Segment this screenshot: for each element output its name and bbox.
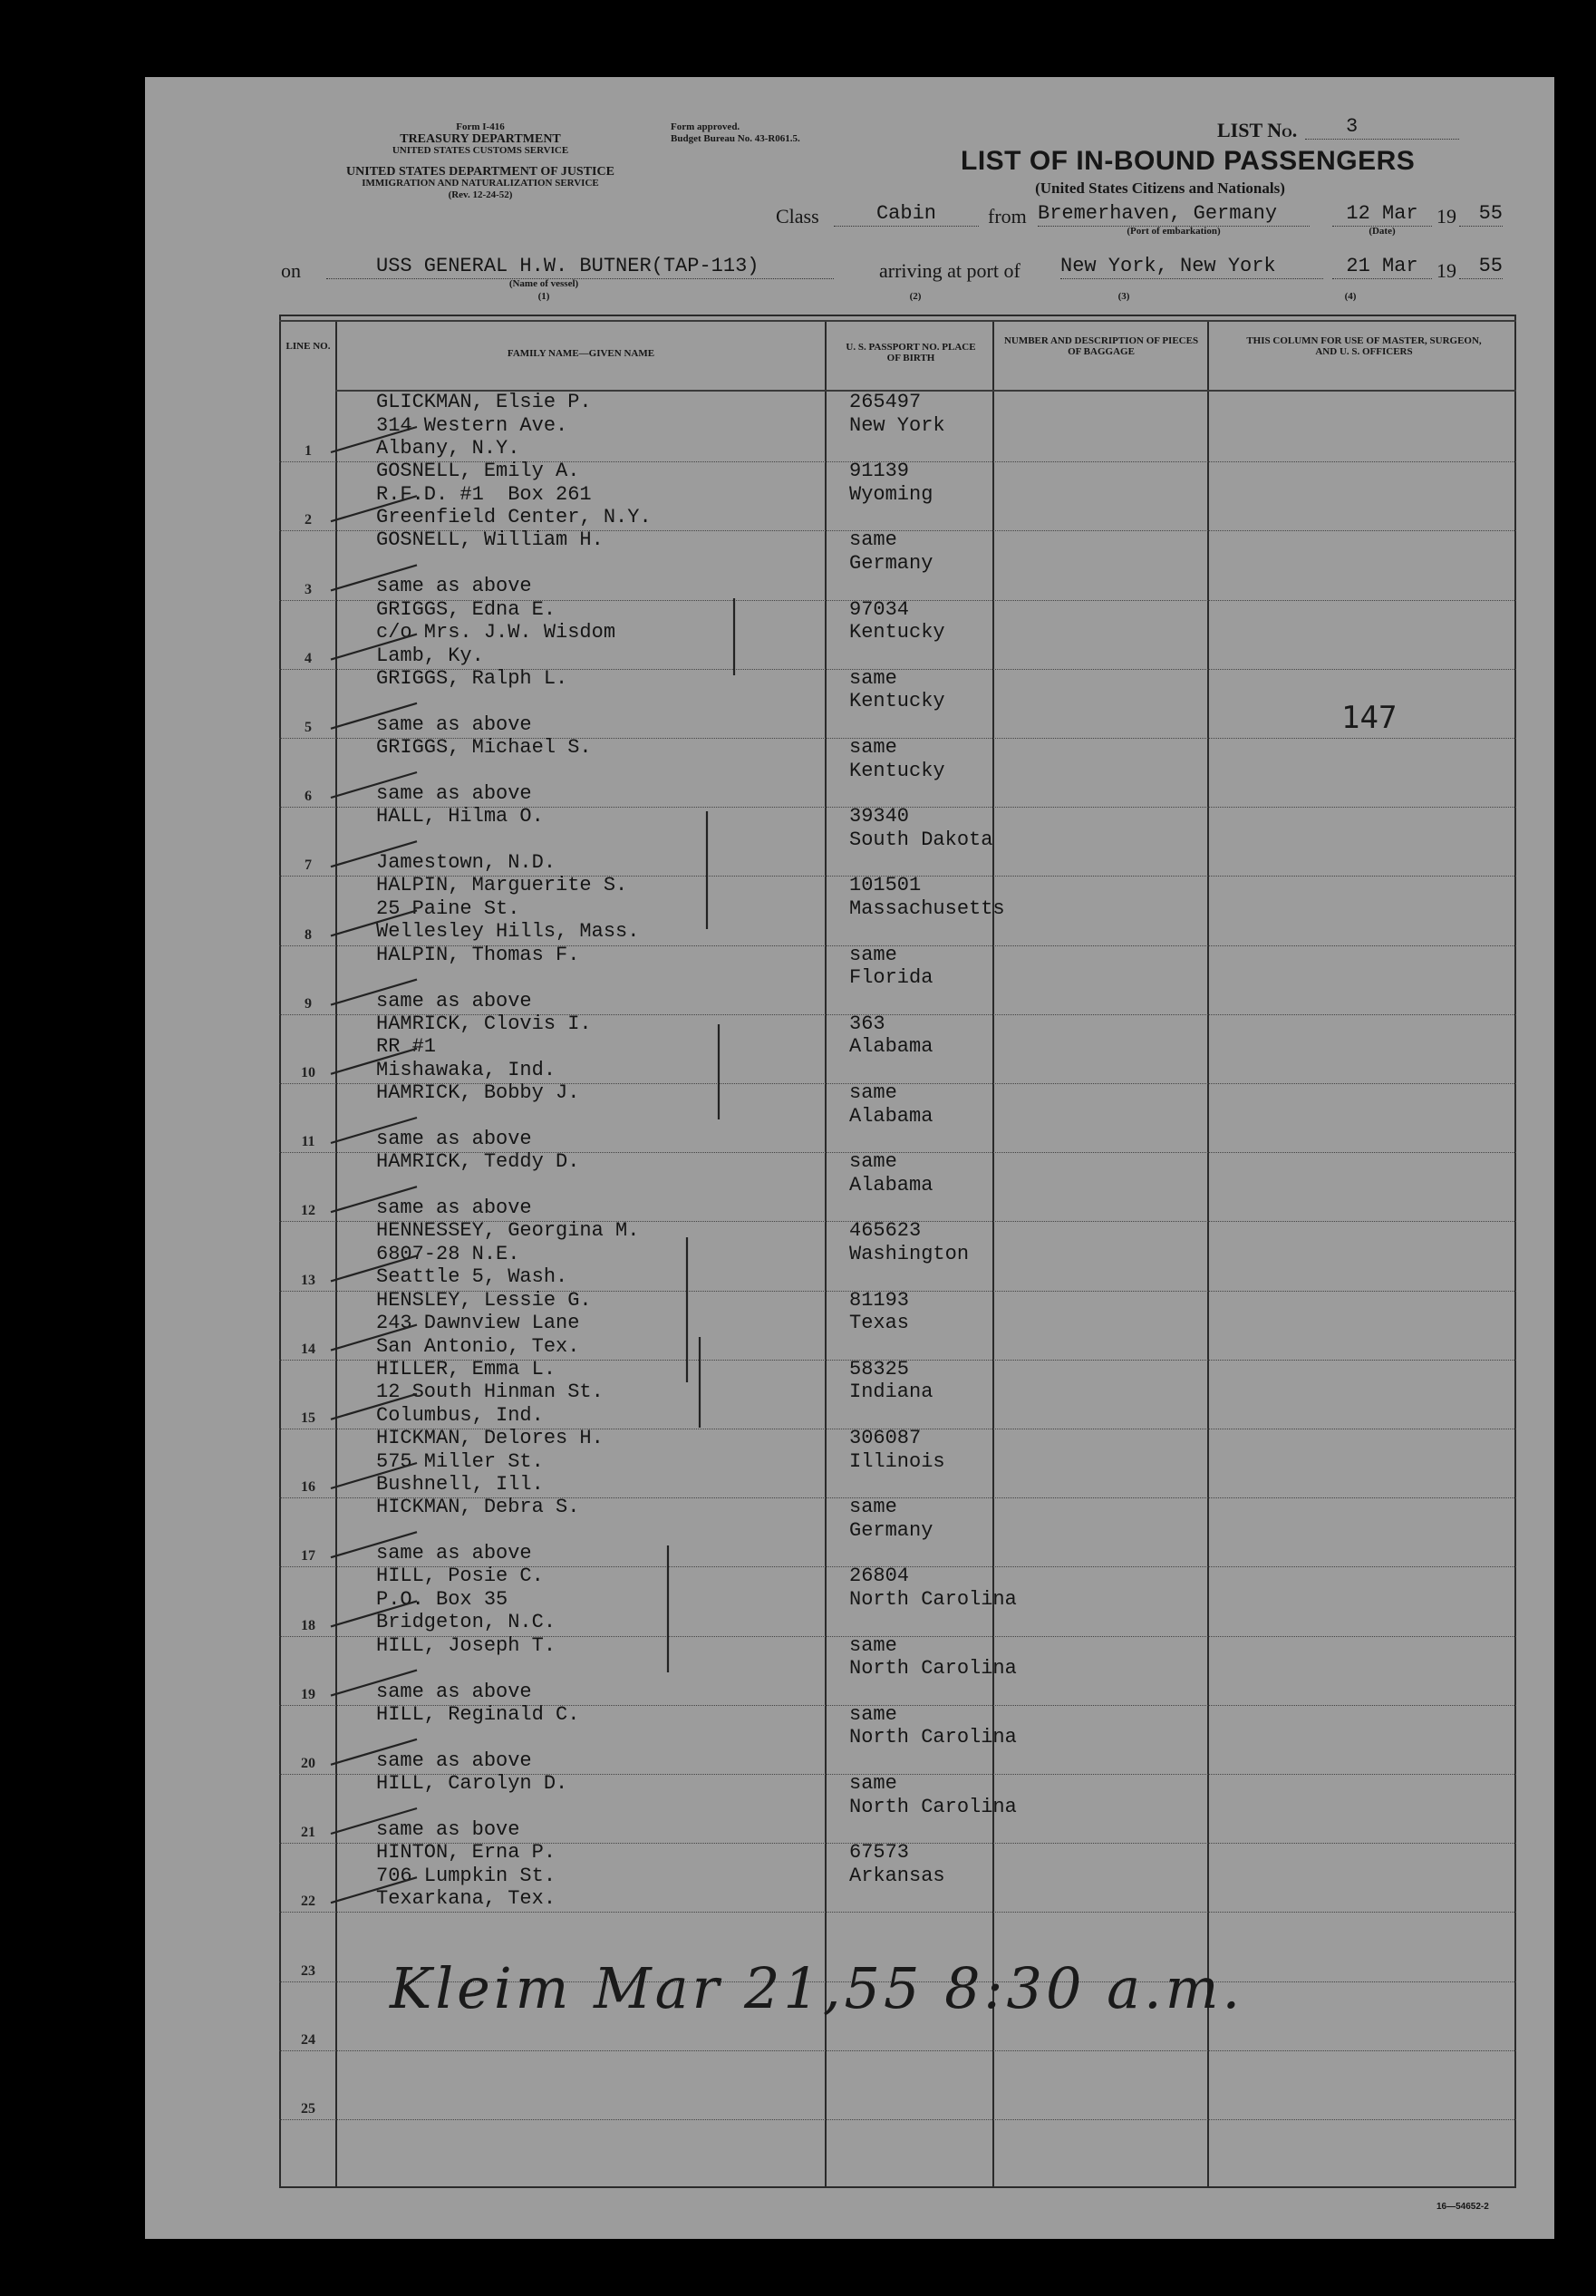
passenger-name-address: GLICKMAN, Elsie P. 314 Western Ave. Albany, N.Y. <box>376 391 592 460</box>
vessel-caption: (Name of vessel) <box>508 278 579 289</box>
passport-birthplace: same Florida <box>849 943 933 990</box>
passport-birthplace: 39340 South Dakota <box>849 805 993 851</box>
line-number: 13 <box>301 1272 315 1288</box>
line-number: 12 <box>301 1203 315 1219</box>
line-number: 11 <box>301 1134 315 1150</box>
line-number: 20 <box>301 1756 315 1771</box>
passport-birthplace: same North Carolina <box>849 1702 1017 1749</box>
passport-birthplace: 67573 Arkansas <box>849 1841 945 1887</box>
budget-bureau: Budget Bureau No. 43-R061.5. <box>671 133 800 144</box>
passport-birthplace: 81193 Texas <box>849 1288 910 1335</box>
date-caption: (Date) <box>1369 226 1396 237</box>
header-passport: U. S. PASSPORT NO. PLACE OF BIRTH <box>846 342 976 364</box>
passport-birthplace: 91139 Wyoming <box>849 460 933 506</box>
passenger-name-address: HILL, Posie C. P.O. Box 35 Bridgeton, N.C. <box>376 1565 556 1634</box>
line-number: 22 <box>301 1894 315 1910</box>
passport-birthplace: 97034 Kentucky <box>849 597 945 644</box>
passenger-name-address: GRIGGS, Edna E. c/o Mrs. J.W. Wisdom Lamb, Ky. <box>376 597 616 667</box>
passport-birthplace: same North Carolina <box>849 1633 1017 1681</box>
passenger-name-address: HALPIN, Thomas F. same as above <box>376 943 580 1012</box>
passenger-name-address: HILL, Joseph T. same as above <box>376 1633 556 1703</box>
passport-birthplace: 306087 Illinois <box>849 1427 945 1473</box>
passenger-name-address: HENSLEY, Lessie G. 243 Dawnview Lane San Antonio, Tex. <box>376 1288 592 1358</box>
passenger-name-address: HICKMAN, Debra S. same as above <box>376 1496 580 1565</box>
passport-birthplace: same Alabama <box>849 1150 933 1196</box>
line-number: 3 <box>305 581 312 597</box>
arrival-date: 21 Mar <box>1332 257 1432 279</box>
header-officers: THIS COLUMN FOR USE OF MASTER, SURGEON, AND U. S. OFFICERS <box>1246 335 1482 358</box>
header-family-name: FAMILY NAME—GIVEN NAME <box>507 348 655 359</box>
passenger-name-address: HALL, Hilma O. Jamestown, N.D. <box>376 805 556 875</box>
passport-birthplace: 101501 Massachusetts <box>849 874 1005 920</box>
customs-service: UNITED STATES CUSTOMS SERVICE <box>392 145 569 156</box>
passenger-name-address: HICKMAN, Delores H. 575 Miller St. Bushnell, Ill. <box>376 1427 604 1496</box>
department-of-justice: UNITED STATES DEPARTMENT OF JUSTICE <box>346 165 614 179</box>
passport-birthplace: same Kentucky <box>849 666 945 713</box>
embarkation-year: 55 <box>1459 204 1503 227</box>
manifest-page <box>145 77 1554 2239</box>
passenger-name-address: HAMRICK, Bobby J. same as above <box>376 1081 580 1150</box>
officer-count-note: 147 <box>1341 700 1398 736</box>
line-number: 21 <box>301 1825 315 1841</box>
passenger-name-address: HENNESSEY, Georgina M. 6807-28 N.E. Seattle 5, Wash. <box>376 1219 640 1289</box>
line-number: 17 <box>301 1548 315 1565</box>
line-number: 6 <box>305 789 312 805</box>
line-number: 1 <box>305 443 312 460</box>
port-of-embarkation: Bremerhaven, Germany <box>1038 204 1310 227</box>
footer-code: 16—54652-2 <box>1436 2202 1489 2212</box>
column-4-number: (4) <box>1344 291 1357 302</box>
passport-birthplace: 363 Alabama <box>849 1012 933 1059</box>
line-number: 18 <box>301 1617 315 1633</box>
treasury-department: TREASURY DEPARTMENT <box>400 132 561 146</box>
line-number: 5 <box>305 720 312 735</box>
line-number: 4 <box>305 650 312 666</box>
passport-birthplace: 58325 Indiana <box>849 1357 933 1404</box>
form-number: Form I-416 <box>456 121 505 132</box>
passenger-name-address: HILL, Reginald C. same as above <box>376 1702 580 1772</box>
column-1-number: (1) <box>537 291 550 302</box>
line-number: 10 <box>301 1065 315 1080</box>
arriving-label: arriving at port of <box>879 259 1020 282</box>
arrival-year: 55 <box>1459 257 1503 279</box>
list-number: 3 <box>1305 117 1459 140</box>
passport-birthplace: 465623 Washington <box>849 1219 970 1265</box>
passenger-name-address: GRIGGS, Michael S. same as above <box>376 736 592 805</box>
revision-date: (Rev. 12-24-52) <box>448 189 513 200</box>
passport-birthplace: same Kentucky <box>849 736 945 782</box>
line-number: 23 <box>301 1962 315 1979</box>
form-subtitle: (United States Citizens and Nationals) <box>1035 179 1285 197</box>
embarkation-date: 12 Mar <box>1332 204 1432 227</box>
line-number: 14 <box>301 1341 315 1357</box>
passenger-name-address: HAMRICK, Clovis I. RR #1 Mishawaka, Ind. <box>376 1012 592 1081</box>
passenger-name-address: GRIGGS, Ralph L. same as above <box>376 666 568 736</box>
passport-birthplace: same Germany <box>849 528 933 575</box>
column-3-number: (3) <box>1117 291 1130 302</box>
embarkation-year-prefix: 19 <box>1436 205 1456 228</box>
passport-birthplace: 265497 New York <box>849 391 945 437</box>
header-baggage: NUMBER AND DESCRIPTION OF PIECES OF BAGGAGE <box>1003 335 1199 358</box>
line-number: 7 <box>305 857 312 874</box>
class-label: Class <box>776 205 819 228</box>
class-value: Cabin <box>834 204 979 227</box>
line-number: 25 <box>301 2101 315 2117</box>
passenger-name-address: HILL, Carolyn D. same as bove <box>376 1772 568 1841</box>
passenger-name-address: HALPIN, Marguerite S. 25 Paine St. Wellesley Hills, Mass. <box>376 874 640 944</box>
line-number: 15 <box>301 1410 315 1426</box>
column-2-number: (2) <box>909 291 922 302</box>
passport-birthplace: 26804 North Carolina <box>849 1565 1017 1611</box>
inspector-signature: Kleim Mar 21,55 8:30 a.m. <box>390 1955 1244 2021</box>
arrival-year-prefix: 19 <box>1436 259 1456 282</box>
from-label: from <box>988 205 1027 228</box>
form-approved: Form approved. <box>671 121 740 132</box>
passenger-name-address: HINTON, Erna P. 706 Lumpkin St. Texarkana, Tex. <box>376 1841 556 1911</box>
header-line-no: LINE NO. <box>285 341 331 352</box>
passenger-name-address: HILLER, Emma L. 12 South Hinman St. Columbus, Ind. <box>376 1357 604 1427</box>
port-embarkation-caption: (Port of embarkation) <box>1127 226 1221 237</box>
passport-birthplace: same Alabama <box>849 1081 933 1128</box>
immigration-service: IMMIGRATION AND NATURALIZATION SERVICE <box>362 178 599 189</box>
passenger-name-address: GOSNELL, Emily A. R.F.D. #1 Box 261 Greenfield Center, N.Y. <box>376 460 652 529</box>
line-number: 16 <box>301 1479 315 1496</box>
line-number: 2 <box>305 512 312 528</box>
on-label: on <box>281 259 301 282</box>
passenger-name-address: HAMRICK, Teddy D. same as above <box>376 1150 580 1220</box>
line-number: 8 <box>305 926 312 943</box>
form-title: LIST OF IN-BOUND PASSENGERS <box>961 146 1416 176</box>
passport-birthplace: same Germany <box>849 1496 933 1542</box>
line-number: 9 <box>305 995 312 1012</box>
pencil-checkmarks <box>145 77 1554 2239</box>
list-number-label: LIST No. <box>1217 119 1298 141</box>
passport-birthplace: same North Carolina <box>849 1772 1017 1818</box>
passenger-name-address: GOSNELL, William H. same as above <box>376 528 604 598</box>
vessel-name: USS GENERAL H.W. BUTNER(TAP-113) <box>326 257 834 279</box>
line-number: 24 <box>301 2031 315 2048</box>
line-number: 19 <box>301 1686 315 1702</box>
arrival-port: New York, New York <box>1060 257 1323 279</box>
